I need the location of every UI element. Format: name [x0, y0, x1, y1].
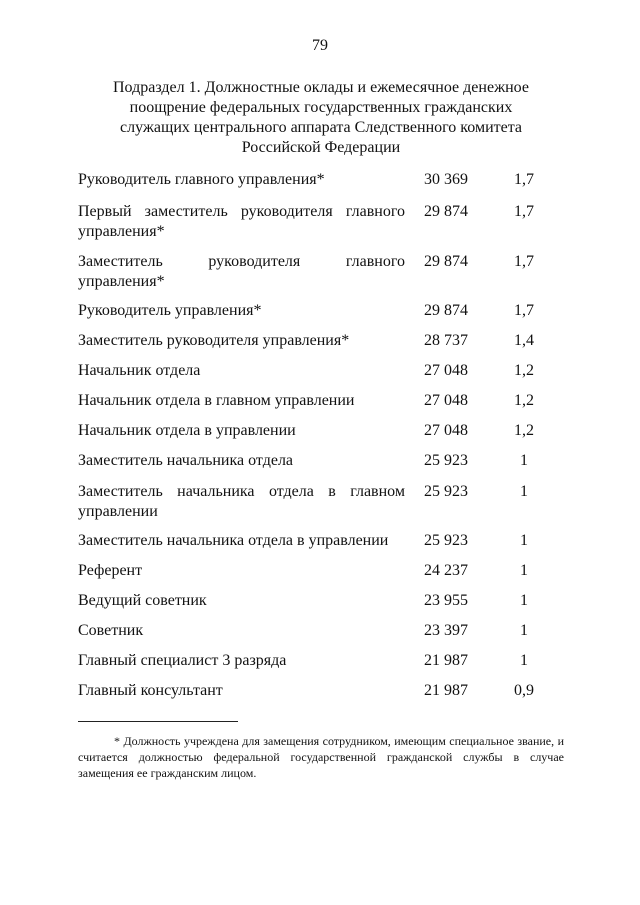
position-name: Начальник отдела в главном управлении	[78, 392, 355, 409]
coefficient-value: 1,2	[514, 392, 534, 409]
coefficient-value: 1	[520, 452, 528, 469]
coefficient-value: 1	[520, 483, 528, 500]
coefficient-value: 1,7	[514, 171, 534, 188]
salary-value: 25 923	[424, 452, 468, 469]
position-name: Заместитель руководителя управления*	[78, 332, 350, 349]
coefficient-value: 1	[520, 592, 528, 609]
coefficient-value: 1	[520, 652, 528, 669]
coefficient-value: 1	[520, 622, 528, 639]
coefficient-value: 1,7	[514, 253, 534, 270]
position-name: Ведущий советник	[78, 592, 207, 609]
salary-value: 30 369	[424, 171, 468, 188]
salary-value: 23 397	[424, 622, 468, 639]
position-name: Заместитель начальника отдела в управлении	[78, 532, 389, 549]
coefficient-value: 1,4	[514, 332, 534, 349]
salary-value: 21 987	[424, 652, 468, 669]
coefficient-value: 1,7	[514, 302, 534, 319]
salary-value: 29 874	[424, 302, 468, 319]
position-name: Заместитель начальника отдела в главном управлении	[78, 483, 405, 520]
coefficient-value: 1	[520, 532, 528, 549]
position-name: Начальник отдела	[78, 362, 201, 379]
salary-value: 25 923	[424, 483, 468, 500]
position-name: Советник	[78, 622, 144, 639]
salary-value: 28 737	[424, 332, 468, 349]
salary-value: 29 874	[424, 253, 468, 270]
position-name: Заместитель начальника отдела	[78, 452, 294, 469]
salary-value: 27 048	[424, 362, 468, 379]
coefficient-value: 1,7	[514, 203, 534, 220]
position-name: Главный специалист 3 разряда	[78, 652, 287, 669]
salary-value: 24 237	[424, 562, 468, 579]
position-name: Главный консультант	[78, 682, 223, 699]
footnote: * Должность учреждена для замещения сотрудником, имеющим специальное звание, и считается должностью федеральной государственной гражданской службы в случае замещения ее гражданским лицом.	[78, 734, 564, 780]
page-number: 79	[312, 37, 328, 54]
coefficient-value: 1,2	[514, 422, 534, 439]
subsection-title: Подраздел 1. Должностные оклады и ежемесячное денежное поощрение федеральных государственных гражданских служащих центрального аппарата Следственного комитета Российской Федерации	[113, 79, 529, 156]
position-name: Руководитель главного управления*	[78, 171, 325, 188]
position-name: Руководитель управления*	[78, 302, 262, 319]
salary-value: 29 874	[424, 203, 468, 220]
coefficient-value: 1,2	[514, 362, 534, 379]
position-name: Первый заместитель руководителя главного управления*	[78, 203, 405, 240]
position-name: Заместитель руководителя главного управления*	[78, 253, 405, 290]
position-name: Референт	[78, 562, 143, 579]
position-name: Начальник отдела в управлении	[78, 422, 296, 439]
salary-value: 23 955	[424, 592, 468, 609]
coefficient-value: 0,9	[514, 682, 534, 699]
salary-value: 27 048	[424, 422, 468, 439]
salary-value: 21 987	[424, 682, 468, 699]
coefficient-value: 1	[520, 562, 528, 579]
footnote-separator	[78, 721, 238, 722]
salary-value: 27 048	[424, 392, 468, 409]
salary-value: 25 923	[424, 532, 468, 549]
